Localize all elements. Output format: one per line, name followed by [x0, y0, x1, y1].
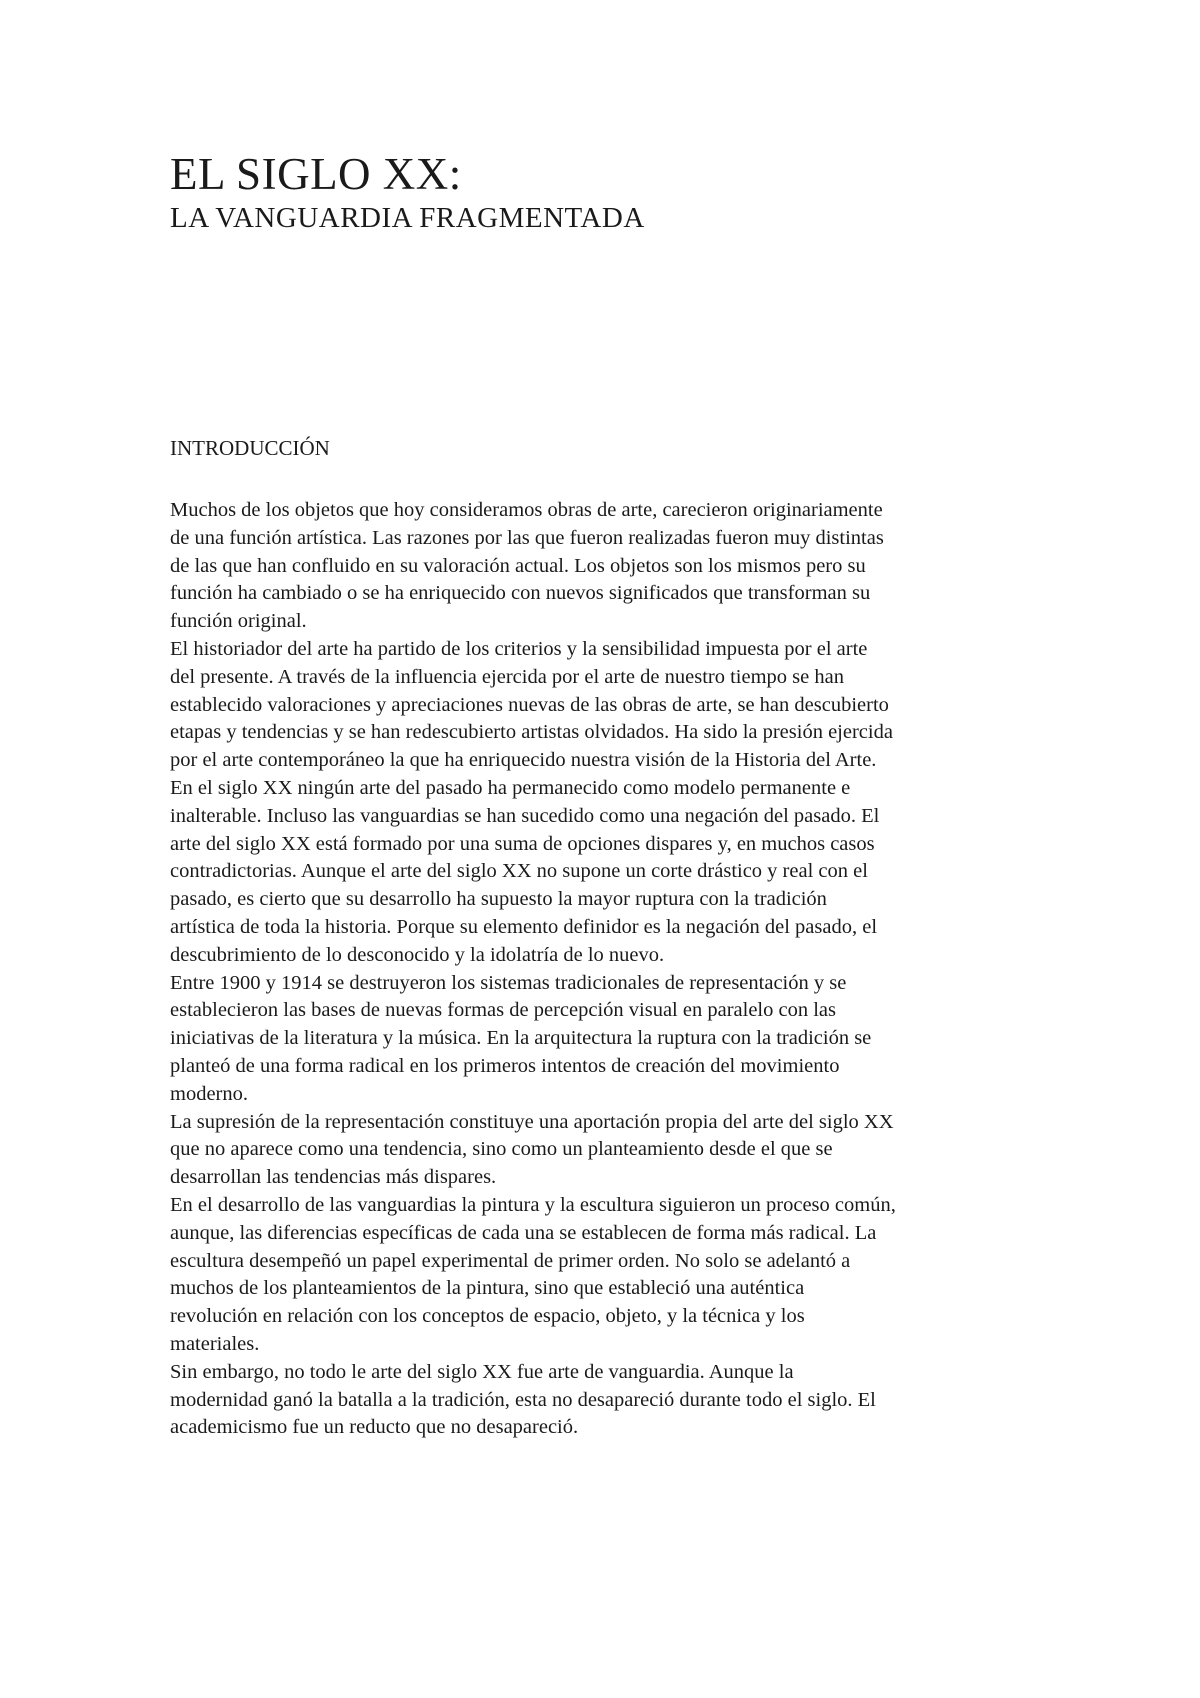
body-text	[170, 497, 1050, 1442]
text-line: modernidad ganó la batalla a la tradición, esta no desapareció durante todo el siglo. El	[170, 1388, 876, 1411]
text-line: arte del siglo XX está formado por una suma de opciones dispares y, en muchos casos	[170, 832, 875, 855]
text-line: En el desarrollo de las vanguardias la pintura y la escultura siguieron un proceso común,	[170, 1193, 896, 1216]
text-line: aunque, las diferencias específicas de cada una se establecen de forma más radical. La	[170, 1221, 877, 1244]
text-line: etapas y tendencias y se han redescubierto artistas olvidados. Ha sido la presión ejercida	[170, 721, 893, 744]
text-line: desarrollan las tendencias más dispares.	[170, 1166, 497, 1189]
text-line: función original.	[170, 610, 307, 633]
text-line: que no aparece como una tendencia, sino como un planteamiento desde el que se	[170, 1138, 833, 1161]
text-line: iniciativas de la literatura y la música. En la arquitectura la ruptura con la tradición se	[170, 1027, 872, 1050]
text-line: moderno.	[170, 1082, 248, 1105]
text-line: En el siglo XX ningún arte del pasado ha permanecido como modelo permanente e	[170, 776, 851, 799]
text-line: del presente. A través de la influencia ejercida por el arte de nuestro tiempo se han	[170, 665, 844, 688]
text-line: planteó de una forma radical en los primeros intentos de creación del movimiento	[170, 1054, 840, 1077]
text-line: establecido valoraciones y apreciaciones nuevas de las obras de arte, se han descubierto	[170, 693, 889, 716]
text-line: inalterable. Incluso las vanguardias se han sucedido como una negación del pasado. El	[170, 804, 880, 827]
text-line: de las que han confluido en su valoración actual. Los objetos son los mismos pero su	[170, 554, 866, 577]
text-line: escultura desempeñó un papel experimental de primer orden. No solo se adelantó a	[170, 1249, 851, 1272]
text-line: Entre 1900 y 1914 se destruyeron los sistemas tradicionales de representación y se	[170, 971, 847, 994]
text-line: artística de toda la historia. Porque su elemento definidor es la negación del pasado, el	[170, 915, 878, 938]
text-line: contradictorias. Aunque el arte del siglo XX no supone un corte drástico y real con el	[170, 860, 868, 883]
document-subtitle: LA VANGUARDIA FRAGMENTADA	[170, 202, 645, 234]
text-line: Muchos de los objetos que hoy consideramos obras de arte, carecieron originariamente	[170, 499, 883, 521]
text-line: El historiador del arte ha partido de los criterios y la sensibilidad impuesta por el arte	[170, 637, 868, 660]
document-title: EL SIGLO XX:	[170, 149, 462, 199]
text-line: función ha cambiado o se ha enriquecido con nuevos significados que transforman su	[170, 582, 871, 605]
text-line: de una función artística. Las razones por las que fueron realizadas fueron muy distintas	[170, 526, 884, 549]
text-line: academicismo fue un reducto que no desapareció.	[170, 1416, 579, 1439]
section-heading: INTRODUCCIÓN	[170, 436, 330, 460]
text-line: materiales.	[170, 1332, 260, 1355]
text-line: La supresión de la representación constituye una aportación propia del arte del siglo XX	[170, 1110, 894, 1133]
text-line: revolución en relación con los conceptos de espacio, objeto, y la técnica y los	[170, 1305, 805, 1328]
text-line: establecieron las bases de nuevas formas de percepción visual en paralelo con las	[170, 999, 836, 1022]
text-line: muchos de los planteamientos de la pintura, sino que estableció una auténtica	[170, 1277, 805, 1300]
text-line: por el arte contemporáneo la que ha enriquecido nuestra visión de la Historia del Arte.	[170, 749, 877, 772]
text-line: Sin embargo, no todo le arte del siglo XX fue arte de vanguardia. Aunque la	[170, 1360, 794, 1383]
text-line: pasado, es cierto que su desarrollo ha supuesto la mayor ruptura con la tradición	[170, 888, 827, 911]
text-line: descubrimiento de lo desconocido y la idolatría de lo nuevo.	[170, 943, 665, 966]
